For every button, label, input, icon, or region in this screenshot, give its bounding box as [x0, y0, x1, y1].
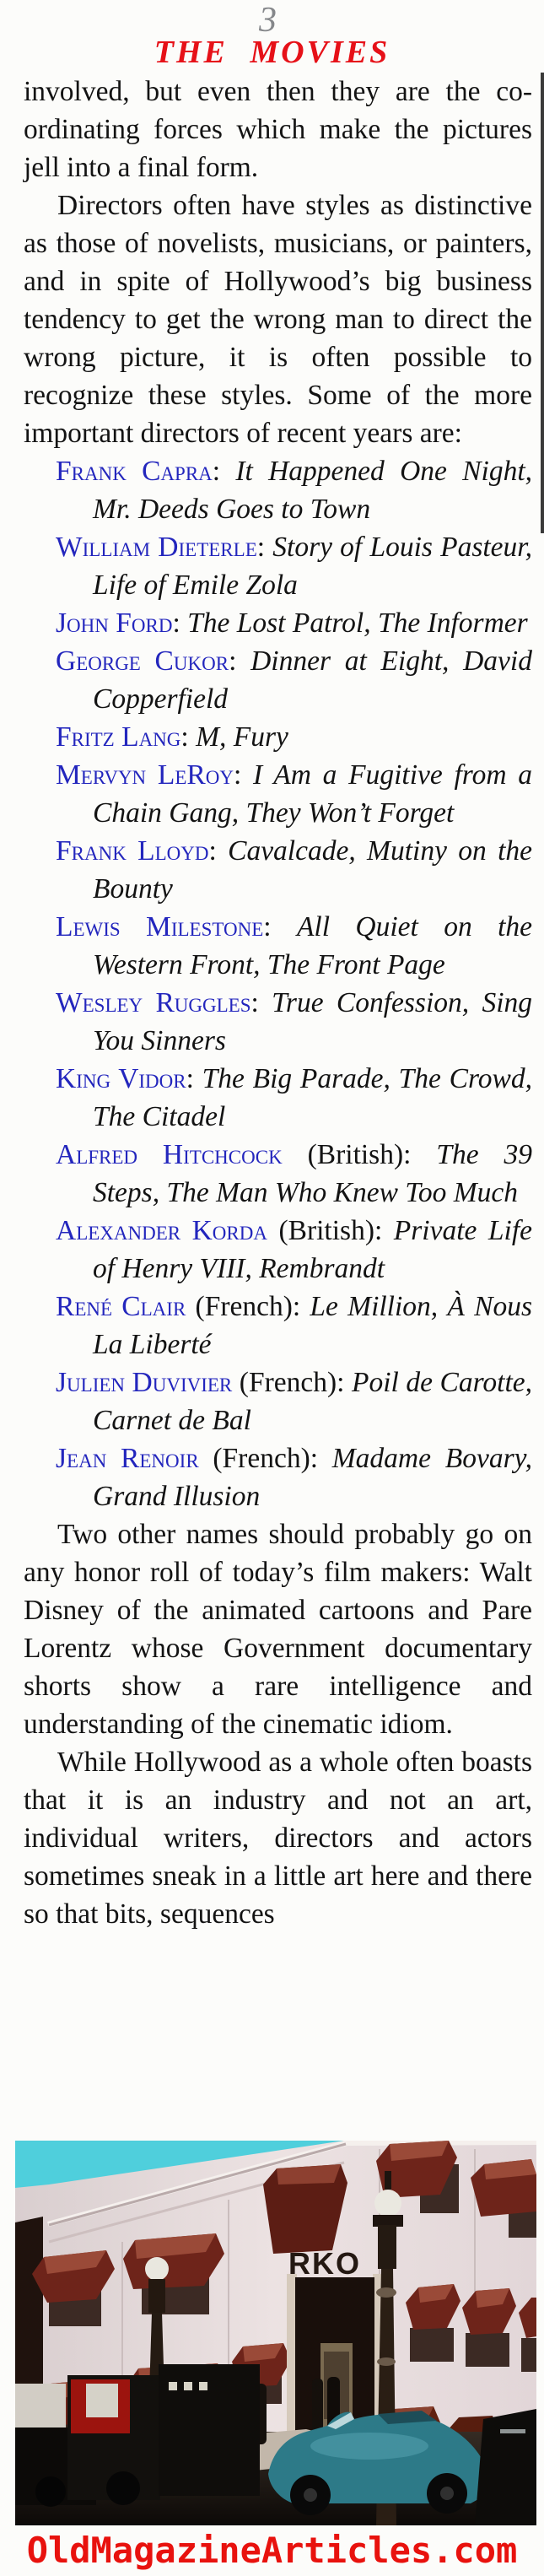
director-entry	[56, 528, 532, 604]
director-name: Fritz Lang	[56, 721, 181, 753]
director-films: The Big Parade, The Crowd, The Citadel	[93, 1063, 532, 1132]
director-films: All Quiet on the Western Front, The Front Page	[93, 911, 532, 980]
name-films-separator: :	[229, 645, 251, 677]
director-name: King Vidor	[56, 1063, 186, 1094]
director-name: William Dieterle	[56, 532, 257, 563]
director-films: Cavalcade, Mutiny on the Bounty	[93, 835, 532, 905]
director-entry	[56, 1364, 532, 1439]
director-films: It Happened One Night, Mr. Deeds Goes to Town	[93, 456, 532, 525]
director-name: George Cukor	[56, 645, 229, 677]
director-name: Alfred Hitchcock	[56, 1139, 283, 1170]
director-entry	[56, 642, 532, 718]
paragraph-4: While Hollywood as a whole often boasts that it is an industry and not an art, individual writers, directors and actors sometimes sneak in a little art here and there so that bits, sequences	[24, 1747, 532, 1930]
name-films-separator: :	[263, 911, 297, 942]
director-entry	[56, 604, 532, 642]
director-entry	[56, 718, 532, 756]
paragraph-3: Two other names should probably go on any honor roll of today’s film makers: Walt Disney of the animated cartoons and Pare Lorentz whose Government documentary shorts show a rare intelligence and understanding of the cinematic idiom.	[24, 1519, 532, 1740]
name-films-separator: :	[310, 1443, 332, 1474]
director-entry	[56, 832, 532, 908]
page-title: THE MOVIES	[154, 35, 390, 70]
paragraph-1: involved, but even then they are the co-ordinating forces which make the pictures jell into a final form.	[24, 76, 532, 183]
director-films: Madame Bovary, Grand Illusion	[93, 1443, 532, 1512]
director-films: I Am a Fugitive from a Chain Gang, They Won’t Forget	[93, 759, 532, 829]
director-name: Mervyn LeRoy	[56, 759, 234, 791]
director-films: Story of Louis Pasteur, Life of Emile Zola	[93, 532, 532, 601]
name-films-separator: :	[250, 987, 272, 1018]
director-name: Julien Duvivier	[56, 1367, 233, 1398]
name-films-separator: :	[292, 1291, 310, 1322]
director-entry	[56, 1136, 532, 1212]
director-entry	[56, 1288, 532, 1364]
director-films: Poil de Carotte, Carnet de Bal	[93, 1367, 532, 1436]
director-name: John Ford	[56, 608, 173, 639]
director-entry	[56, 908, 532, 984]
name-films-separator: :	[212, 456, 236, 487]
watermark: OldMagazineArticles.com	[26, 2530, 518, 2571]
page-number: 3	[259, 1, 277, 40]
name-films-separator: :	[208, 835, 229, 867]
director-entry	[56, 984, 532, 1060]
dark-car-right	[475, 2409, 536, 2525]
name-films-separator: :	[403, 1139, 437, 1170]
director-entry	[56, 1212, 532, 1288]
director-name: Frank Lloyd	[56, 835, 209, 867]
name-films-separator: :	[172, 608, 188, 639]
director-origin: (British)	[267, 1215, 374, 1246]
director-films: The 39 Steps, The Man Who Knew Too Much	[93, 1139, 533, 1208]
name-films-separator: :	[186, 1063, 202, 1094]
paragraph-2: Directors often have styles as distinctive as those of novelists, musicians, or painters, and in spite of Hollywood’s big business tendency to get the wrong man to direct the wrong picture, it is often possible to recognize these styles. Some of the more important directors of recent years are:	[24, 190, 532, 449]
scan-edge-right	[541, 73, 544, 533]
name-films-separator: :	[337, 1367, 352, 1398]
director-name: Jean Renoir	[56, 1443, 199, 1474]
director-origin: (French)	[198, 1443, 310, 1474]
director-name: Frank Capra	[56, 456, 213, 487]
director-name: Wesley Ruggles	[56, 987, 251, 1018]
director-films: Private Life of Henry VIII, Rembrandt	[93, 1215, 533, 1284]
rko-studio-photo	[15, 2141, 536, 2525]
director-entry	[56, 1439, 532, 1515]
director-name: René Clair	[56, 1291, 186, 1322]
director-entry	[56, 756, 532, 832]
name-films-separator: :	[180, 721, 197, 753]
article-body	[24, 73, 532, 1933]
director-films: True Confession, Sing You Sinners	[93, 987, 532, 1056]
director-origin: (French)	[232, 1367, 337, 1398]
name-films-separator: :	[233, 759, 253, 791]
director-films: Le Million, À Nous La Liberté	[93, 1291, 532, 1360]
vintage-cars-left	[15, 2364, 260, 2507]
director-entry	[56, 452, 532, 528]
director-origin: (British)	[282, 1139, 404, 1170]
director-films: The Lost Patrol, The Informer	[187, 608, 528, 639]
director-films: Dinner at Eight, David Copperfield	[93, 645, 532, 715]
name-films-separator: :	[374, 1215, 394, 1246]
rko-sign-text: RKO	[288, 2246, 361, 2281]
director-name: Lewis Milestone	[56, 911, 264, 942]
director-entry	[56, 1060, 532, 1136]
director-name: Alexander Korda	[56, 1215, 267, 1246]
director-origin: (French)	[186, 1291, 293, 1322]
name-films-separator: :	[256, 532, 273, 563]
directors-list	[24, 452, 532, 1515]
director-films: M, Fury	[196, 721, 288, 753]
